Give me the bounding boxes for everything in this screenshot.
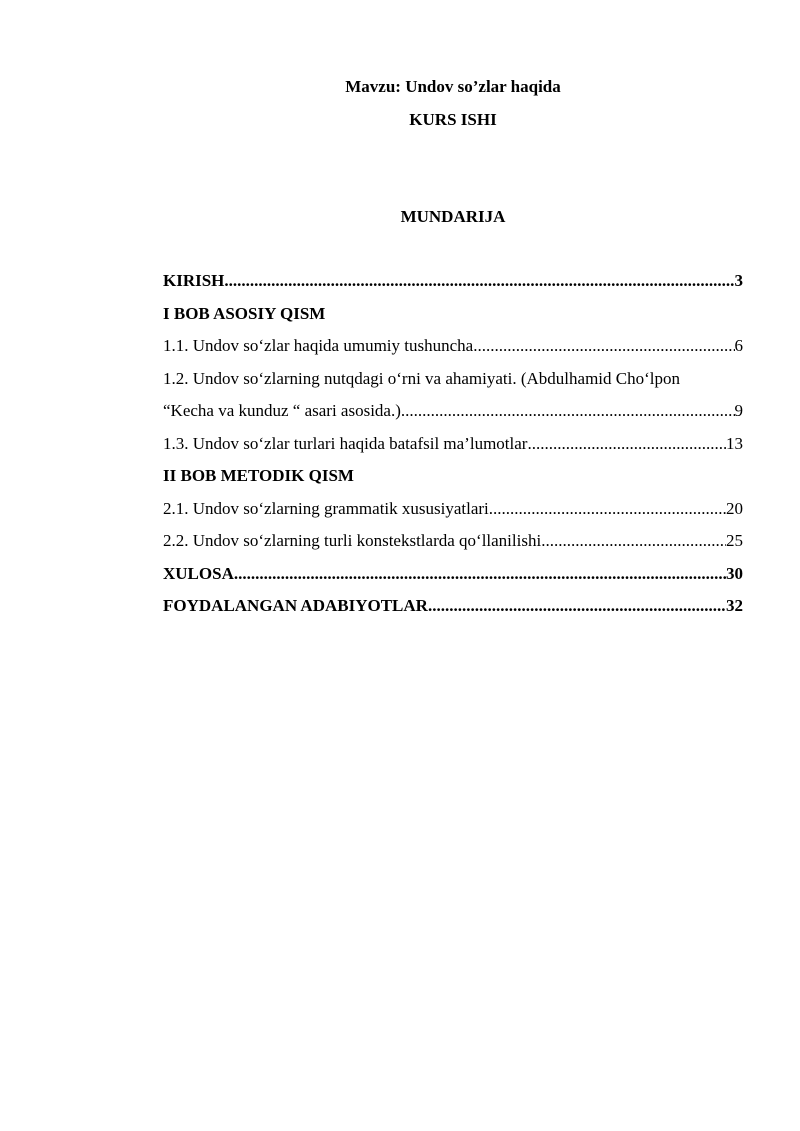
toc-entry-label: II BOB METODIK QISM	[163, 466, 354, 485]
toc-entry-label: FOYDALANGAN ADABIYOTLAR	[163, 596, 428, 615]
toc-entry-label: XULOSA	[163, 563, 234, 583]
toc-entry-label: 2.2. Undov so‘zlarning turli konstekstlarda qo‘llanilishi	[163, 531, 542, 550]
toc-entry-page: 6	[734, 336, 743, 355]
toc-heading-chapter-1	[163, 303, 743, 336]
toc-entry-page: 13	[726, 433, 743, 453]
contents-title: MUNDARIJA	[400, 207, 506, 226]
toc-entry-label: 2.1. Undov so‘zlarning grammatik xususiyatlari	[163, 498, 489, 518]
toc-entry-label: 1.3. Undov so‘zlar turlari haqida batafsil ma’lumotlar	[163, 433, 528, 453]
toc-entry-label: I BOB ASOSIY QISM	[163, 303, 326, 323]
table-of-contents	[163, 270, 743, 628]
toc-entry-label: 1.2. Undov so‘zlarning nutqdagi o‘rni va ahamiyati. (Abdulhamid Cho‘lpon	[163, 368, 680, 388]
toc-entry-kirish	[163, 270, 743, 303]
toc-leader-dots	[541, 530, 726, 552]
toc-entry-page: 3	[734, 271, 743, 290]
toc-entry-page: 32	[726, 596, 743, 615]
toc-leader-dots	[234, 563, 726, 585]
toc-leader-dots	[401, 400, 735, 422]
toc-leader-dots	[489, 498, 726, 520]
toc-leader-dots	[224, 270, 734, 292]
toc-entry-label: “Kecha va kunduz “ asari asosida.)	[163, 401, 401, 420]
toc-entry-label: 1.1. Undov so‘zlar haqida umumiy tushuncha	[163, 336, 474, 355]
toc-entry-1-1	[163, 335, 743, 368]
document-subject: Mavzu: Undov so’zlar haqida	[345, 77, 561, 96]
toc-entry-page: 25	[726, 531, 743, 550]
toc-leader-dots	[527, 433, 726, 455]
document-type: KURS ISHI	[409, 110, 497, 129]
toc-entry-page: 30	[726, 563, 743, 583]
toc-entry-adabiyotlar	[163, 595, 743, 628]
toc-entry-2-1	[163, 498, 743, 531]
toc-heading-chapter-2	[163, 465, 743, 498]
toc-entry-label: KIRISH	[163, 271, 225, 290]
toc-entry-page: 9	[734, 401, 743, 420]
toc-entry-1-2-line-1	[163, 368, 743, 401]
toc-entry-1-2-line-2	[163, 400, 743, 433]
toc-leader-dots	[428, 595, 726, 617]
toc-entry-2-2	[163, 530, 743, 563]
toc-leader-dots	[473, 335, 734, 357]
toc-entry-xulosa	[163, 563, 743, 596]
toc-entry-page: 20	[726, 498, 743, 518]
toc-entry-1-3	[163, 433, 743, 466]
